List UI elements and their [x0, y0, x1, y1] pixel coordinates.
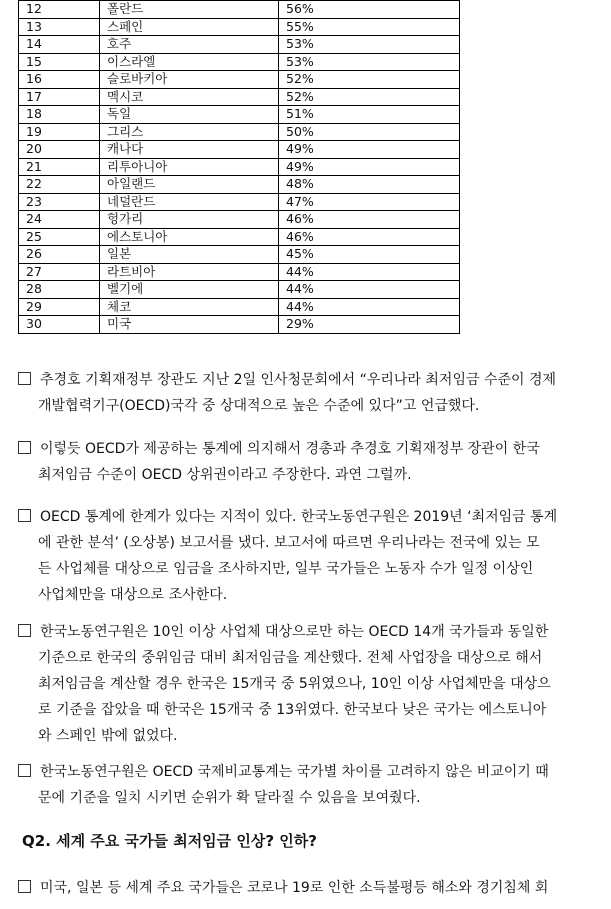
table-row: [19, 53, 460, 71]
rank-cell: 20: [19, 141, 100, 159]
ratio-cell: 50%: [279, 123, 460, 141]
country-cell: 멕시코: [100, 88, 279, 106]
country-cell: 폴란드: [100, 1, 279, 19]
paragraph-2: [18, 436, 596, 488]
rank-cell: 22: [19, 176, 100, 194]
table-row: [19, 18, 460, 36]
ratio-cell: 49%: [279, 158, 460, 176]
ratio-cell: 48%: [279, 176, 460, 194]
rank-cell: 25: [19, 228, 100, 246]
paragraph-line: 든 사업체를 대상으로 임금을 조사하지만, 일부 국가들은 노동자 수가 일정 이상인: [38, 561, 534, 577]
paragraph-line: 최저임금 수준이 OECD 상위권이라고 주장한다. 과연 그럴까.: [38, 467, 412, 483]
rank-cell: 30: [19, 316, 100, 334]
country-cell: 일본: [100, 246, 279, 264]
bullet-square-icon: [18, 372, 31, 385]
country-cell: 스페인: [100, 18, 279, 36]
table-row: [19, 88, 460, 106]
ratio-cell: 47%: [279, 193, 460, 211]
rank-cell: 24: [19, 211, 100, 229]
rank-cell: 28: [19, 281, 100, 299]
table-row: [19, 141, 460, 159]
country-cell: 벨기에: [100, 281, 279, 299]
table-row: [19, 246, 460, 264]
ratio-cell: 49%: [279, 141, 460, 159]
table-row: [19, 36, 460, 54]
paragraph-line: 미국, 일본 등 세계 주요 국가들은 코로나 19로 인한 소득불평등 해소와 경기침체 회: [40, 880, 549, 896]
paragraph-line: 한국노동연구원은 10인 이상 사업체 대상으로만 하는 OECD 14개 국가들과 동일한: [40, 624, 549, 640]
ratio-cell: 46%: [279, 211, 460, 229]
paragraph-line: 한국노동연구원은 OECD 국제비교통계는 국가별 차이를 고려하지 않은 비교이기 때: [40, 764, 549, 780]
ratio-cell: 29%: [279, 316, 460, 334]
rank-cell: 13: [19, 18, 100, 36]
paragraph-line: 와 스페인 밖에 없었다.: [38, 728, 178, 744]
table-row: [19, 211, 460, 229]
rank-cell: 16: [19, 71, 100, 89]
rank-cell: 14: [19, 36, 100, 54]
table-row: [19, 123, 460, 141]
country-cell: 슬로바키아: [100, 71, 279, 89]
table-row: [19, 281, 460, 299]
rank-cell: 17: [19, 88, 100, 106]
rank-cell: 21: [19, 158, 100, 176]
paragraph-line: OECD 통계에 한계가 있다는 지적이 있다. 한국노동연구원은 2019년 ‘최저임금 통계: [40, 509, 558, 525]
ratio-cell: 44%: [279, 281, 460, 299]
rank-cell: 29: [19, 298, 100, 316]
ratio-cell: 53%: [279, 36, 460, 54]
table-row: [19, 193, 460, 211]
country-cell: 네덜란드: [100, 193, 279, 211]
table-row: [19, 316, 460, 334]
ratio-cell: 45%: [279, 246, 460, 264]
paragraph-line: 사업체만을 대상으로 조사한다.: [38, 587, 228, 603]
country-cell: 미국: [100, 316, 279, 334]
rank-cell: 23: [19, 193, 100, 211]
rank-cell: 15: [19, 53, 100, 71]
rank-cell: 26: [19, 246, 100, 264]
ranking-table: [18, 0, 460, 334]
paragraph-line: 추경호 기획재정부 장관도 지난 2일 인사청문회에서 “우리나라 최저임금 수준이 경제: [40, 372, 557, 388]
bullet-square-icon: [18, 880, 31, 893]
paragraph-6: [18, 875, 596, 901]
paragraph-4: [18, 619, 596, 749]
ratio-cell: 44%: [279, 298, 460, 316]
table-row: [19, 298, 460, 316]
country-cell: 라트비아: [100, 263, 279, 281]
bullet-square-icon: [18, 441, 31, 454]
country-cell: 헝가리: [100, 211, 279, 229]
country-cell: 리투아니아: [100, 158, 279, 176]
paragraph-line: 최저임금을 계산할 경우 한국은 15개국 중 5위였으나, 10인 이상 사업체만을 대상으: [38, 676, 551, 692]
country-cell: 이스라엘: [100, 53, 279, 71]
rank-cell: 27: [19, 263, 100, 281]
rank-cell: 18: [19, 106, 100, 124]
rank-cell: 19: [19, 123, 100, 141]
country-cell: 에스토니아: [100, 228, 279, 246]
ratio-cell: 52%: [279, 71, 460, 89]
paragraph-line: 이렇듯 OECD가 제공하는 통계에 의지해서 경총과 추경호 기획재정부 장관이 한국: [40, 441, 540, 457]
country-cell: 체코: [100, 298, 279, 316]
country-cell: 아일랜드: [100, 176, 279, 194]
table-row: [19, 158, 460, 176]
country-cell: 호주: [100, 36, 279, 54]
table-row: [19, 176, 460, 194]
ratio-cell: 52%: [279, 88, 460, 106]
table-row: [19, 1, 460, 19]
country-cell: 그리스: [100, 123, 279, 141]
ratio-cell: 46%: [279, 228, 460, 246]
section-heading-q2: Q2. 세계 주요 국가들 최저임금 인상? 인하?: [22, 832, 317, 850]
paragraph-line: 문에 기준을 일치 시키면 순위가 확 달라질 수 있음을 보여줬다.: [38, 790, 421, 806]
table-row: [19, 228, 460, 246]
paragraph-line: 에 관한 분석’ (오상봉) 보고서를 냈다. 보고서에 따르면 우리나라는 전국에 있는 모: [38, 535, 540, 551]
ratio-cell: 51%: [279, 106, 460, 124]
country-cell: 독일: [100, 106, 279, 124]
bullet-square-icon: [18, 509, 31, 522]
bullet-square-icon: [18, 624, 31, 637]
table-row: [19, 263, 460, 281]
paragraph-line: 기준으로 한국의 중위임금 대비 최저임금을 계산했다. 전체 사업장을 대상으로 해서: [38, 650, 543, 666]
ratio-cell: 53%: [279, 53, 460, 71]
rank-cell: 12: [19, 1, 100, 19]
ratio-cell: 44%: [279, 263, 460, 281]
ratio-cell: 56%: [279, 1, 460, 19]
country-cell: 캐나다: [100, 141, 279, 159]
paragraph-5: [18, 759, 596, 811]
ratio-cell: 55%: [279, 18, 460, 36]
paragraph-3: [18, 504, 596, 608]
paragraph-line: 로 기준을 잡았을 때 한국은 15개국 중 13위였다. 한국보다 낮은 국가는 에스토니아: [38, 702, 547, 718]
table-row: [19, 71, 460, 89]
paragraph-line: 개발협력기구(OECD)국각 중 상대적으로 높은 수준에 있다”고 언급했다.: [38, 398, 480, 414]
bullet-square-icon: [18, 764, 31, 777]
paragraph-1: [18, 367, 596, 419]
table-row: [19, 106, 460, 124]
